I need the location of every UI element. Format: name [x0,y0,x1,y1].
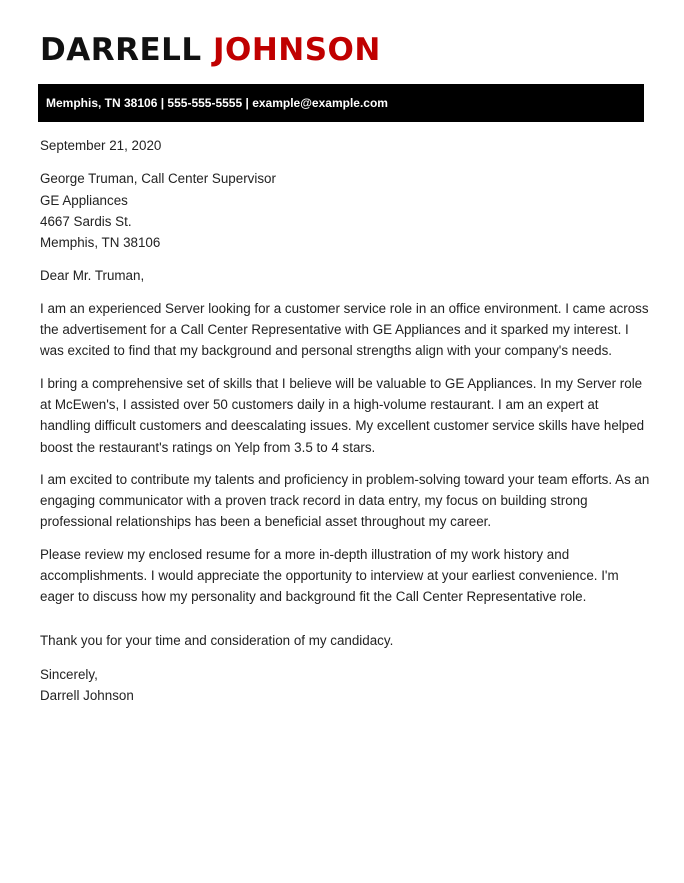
body-paragraph-3: I am excited to contribute my talents and proficiency in problem-solving toward your team efforts. As an engaging communicator with a proven track record in data entry, my focus on building strong professional relationships has been a beneficial asset throughout my career. [40,471,650,530]
body-paragraph-4: Please review my enclosed resume for a more in-depth illustration of my work history and accomplishments. I would appreciate the opportunity to interview at your earliest convenience. I'm eager to discuss how my personality and background fit the Call Center Representative role. [40,546,619,605]
recipient-street: 4667 Sardis St. [40,213,132,229]
contact-location: Memphis, TN 38106 [46,96,158,110]
signature: Darrell Johnson [40,688,134,704]
recipient-name-title: George Truman, Call Center Supervisor [40,171,276,187]
letter-body [40,135,650,707]
recipient-address [40,168,650,253]
recipient-city-state-zip: Memphis, TN 38106 [40,235,161,251]
body-paragraph-1: I am an experienced Server looking for a customer service role in an office environment. I came across the advertisement for a Call Center Representative with GE Appliances and it sparked my interest. I was excited to find that my background and personal strengths align with your company's needs. [40,300,649,359]
applicant-name-heading [40,30,381,70]
letter-date: September 21, 2020 [40,138,162,153]
contact-bar [38,84,644,122]
thank-you-line: Thank you for your time and consideration of my candidacy. [40,632,394,648]
closing: Sincerely, [40,666,98,682]
contact-separator: | [245,96,249,110]
last-name: JOHNSON [212,32,381,68]
recipient-company: GE Appliances [40,192,128,208]
contact-email: example@example.com [252,96,388,110]
first-name: DARRELL [40,32,202,68]
body-paragraph-2: I bring a comprehensive set of skills that I believe will be valuable to GE Appliances. In my Server role at McEwen's, I assisted over 50 customers daily in a high-volume restaurant. I am an expert at handling difficult customers and deescalating issues. My excellent customer service skills have helped boost the restaurant's ratings on Yelp from 3.5 to 4 stars. [40,375,645,455]
salutation: Dear Mr. Truman, [40,268,145,284]
contact-phone: 555-555-5555 [167,96,243,110]
contact-separator: | [160,96,165,110]
